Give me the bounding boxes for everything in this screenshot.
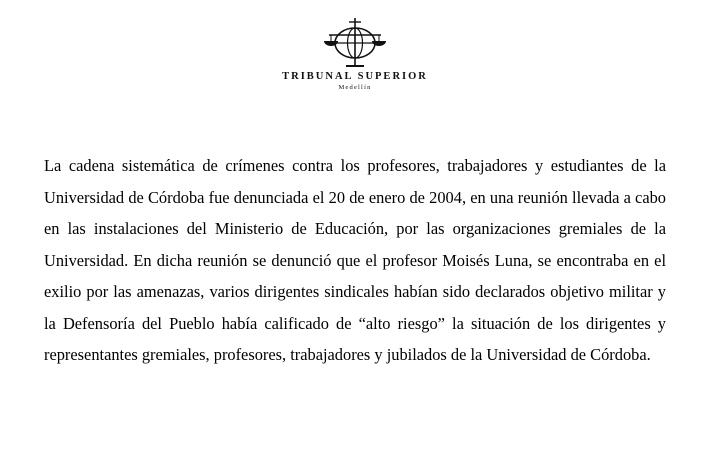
letterhead-subtitle: Medellín: [338, 83, 372, 91]
letterhead-title: TRIBUNAL SUPERIOR: [282, 71, 428, 82]
scales-globe-emblem-icon: [319, 16, 391, 70]
letterhead: [0, 16, 710, 91]
body-paragraph: La cadena sistemática de crímenes contra los profesores, trabajadores y estudiantes de la Universidad de Córdoba fue denunciada el 20 de enero de 2004, en una reunión llevada a cabo en las instalaciones del Ministerio de Educación, por las organizaciones gremiales de la Universidad. En dicha reunión se denunció que el profesor Moisés Luna, se encontraba en el exilio por las amenazas, varios dirigentes sindicales habían sido declarados objetivo militar y la Defensoría del Pueblo había calificado de “alto riesgo” la situación de los dirigentes y representantes gremiales, profesores, trabajadores y jubilados de la Universidad de Córdoba.: [44, 156, 666, 364]
document-body: [44, 150, 666, 371]
